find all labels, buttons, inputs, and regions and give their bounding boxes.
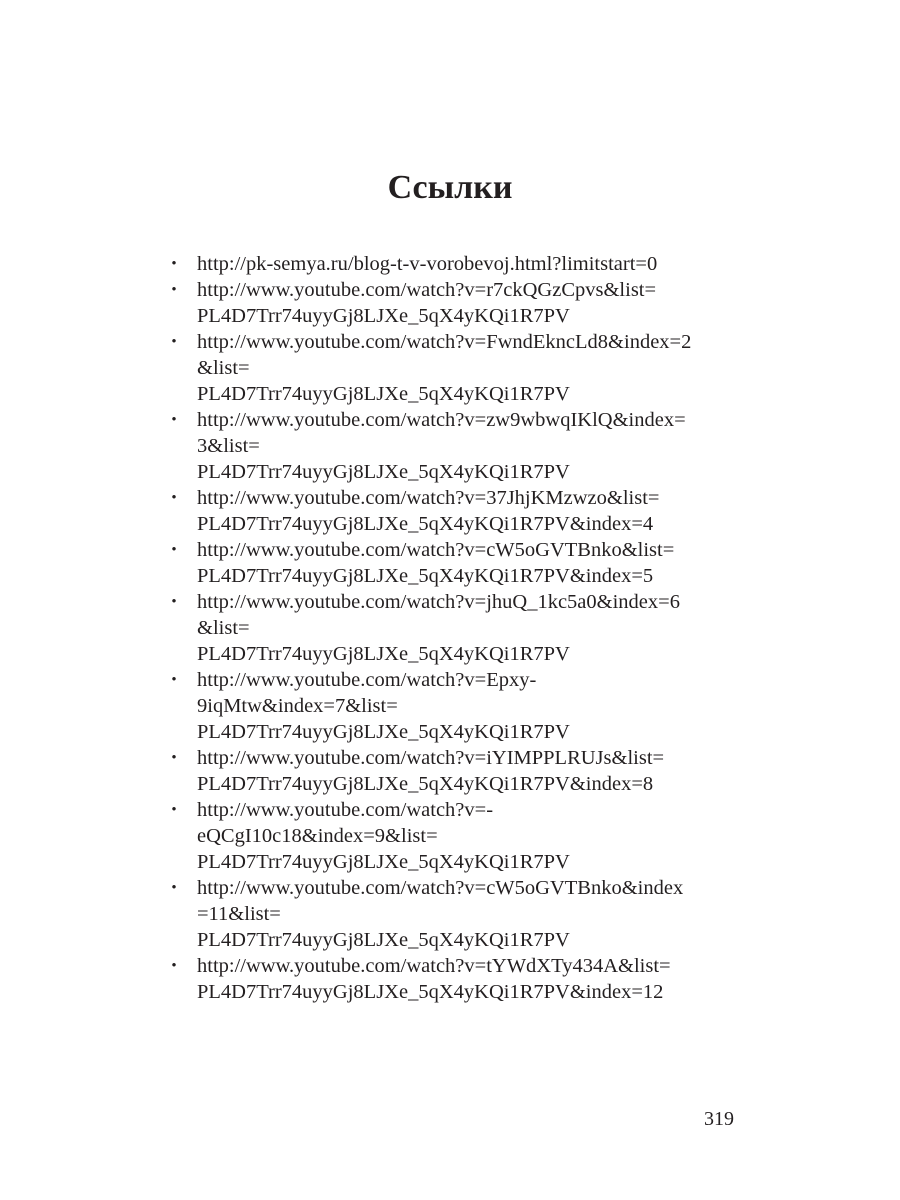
bullet-icon: • [171, 412, 177, 428]
link-text[interactable]: &list= [197, 357, 250, 379]
link-text[interactable]: http://www.youtube.com/watch?v=- [197, 799, 494, 821]
link-text[interactable]: http://pk-semya.ru/blog-t-v-vorobevoj.html?limitstart=0 [197, 253, 658, 275]
link-text[interactable]: http://www.youtube.com/watch?v=tYWdXTy434A&list= [197, 955, 671, 977]
link-text[interactable]: http://www.youtube.com/watch?v=37JhjKMzwzo&list= [197, 487, 660, 509]
link-text[interactable]: http://www.youtube.com/watch?v=r7ckQGzCpvs&list= [197, 279, 657, 301]
link-text[interactable]: http://www.youtube.com/watch?v=jhuQ_1kc5a0&index=6 [197, 591, 680, 613]
link-text[interactable]: PL4D7Trr74uyyGj8LJXe_5qX4yKQi1R7PV [197, 851, 570, 873]
list-item [167, 667, 747, 745]
link-text[interactable]: http://www.youtube.com/watch?v=FwndEkncLd8&index=2 [197, 331, 692, 353]
link-text[interactable]: PL4D7Trr74uyyGj8LJXe_5qX4yKQi1R7PV&index=12 [197, 981, 664, 1003]
list-item [167, 537, 747, 589]
link-text[interactable]: &list= [197, 617, 250, 639]
bullet-icon: • [171, 334, 177, 350]
list-item [167, 407, 747, 485]
bullet-icon: • [171, 542, 177, 558]
list-item [167, 745, 747, 797]
list-item [167, 797, 747, 875]
link-text[interactable]: PL4D7Trr74uyyGj8LJXe_5qX4yKQi1R7PV&index=4 [197, 513, 654, 535]
bullet-icon: • [171, 256, 177, 272]
link-text[interactable]: PL4D7Trr74uyyGj8LJXe_5qX4yKQi1R7PV [197, 643, 570, 665]
list-item [167, 251, 747, 277]
link-text[interactable]: http://www.youtube.com/watch?v=cW5oGVTBnko&index [197, 877, 684, 899]
link-text[interactable]: =11&list= [197, 903, 281, 925]
link-text[interactable]: PL4D7Trr74uyyGj8LJXe_5qX4yKQi1R7PV [197, 305, 570, 327]
link-text[interactable]: http://www.youtube.com/watch?v=zw9wbwqIKlQ&index= [197, 409, 686, 431]
bullet-icon: • [171, 958, 177, 974]
bullet-icon: • [171, 594, 177, 610]
link-text[interactable]: http://www.youtube.com/watch?v=cW5oGVTBnko&list= [197, 539, 675, 561]
link-text[interactable]: PL4D7Trr74uyyGj8LJXe_5qX4yKQi1R7PV&index=5 [197, 565, 654, 587]
bullet-icon: • [171, 880, 177, 896]
list-item [167, 329, 747, 407]
bullet-icon: • [171, 672, 177, 688]
bullet-icon: • [171, 490, 177, 506]
bullet-icon: • [171, 802, 177, 818]
link-text[interactable]: PL4D7Trr74uyyGj8LJXe_5qX4yKQi1R7PV [197, 461, 570, 483]
list-item [167, 277, 747, 329]
list-item [167, 953, 747, 1005]
bullet-icon: • [171, 750, 177, 766]
links-list [167, 251, 747, 1005]
link-text[interactable]: http://www.youtube.com/watch?v=iYIMPPLRUJs&list= [197, 747, 665, 769]
link-text[interactable]: eQCgI10c18&index=9&list= [197, 825, 438, 847]
link-text[interactable]: PL4D7Trr74uyyGj8LJXe_5qX4yKQi1R7PV [197, 721, 570, 743]
link-text[interactable]: PL4D7Trr74uyyGj8LJXe_5qX4yKQi1R7PV [197, 383, 570, 405]
page-number: 319 [704, 1108, 734, 1130]
link-text[interactable]: PL4D7Trr74uyyGj8LJXe_5qX4yKQi1R7PV [197, 929, 570, 951]
list-item [167, 589, 747, 667]
link-text[interactable]: PL4D7Trr74uyyGj8LJXe_5qX4yKQi1R7PV&index=8 [197, 773, 654, 795]
link-text[interactable]: 9iqMtw&index=7&list= [197, 695, 398, 717]
link-text[interactable]: 3&list= [197, 435, 260, 457]
list-item [167, 875, 747, 953]
link-text[interactable]: http://www.youtube.com/watch?v=Epxy- [197, 669, 537, 691]
bullet-icon: • [171, 282, 177, 298]
list-item [167, 485, 747, 537]
page-title: Ссылки [387, 169, 513, 206]
